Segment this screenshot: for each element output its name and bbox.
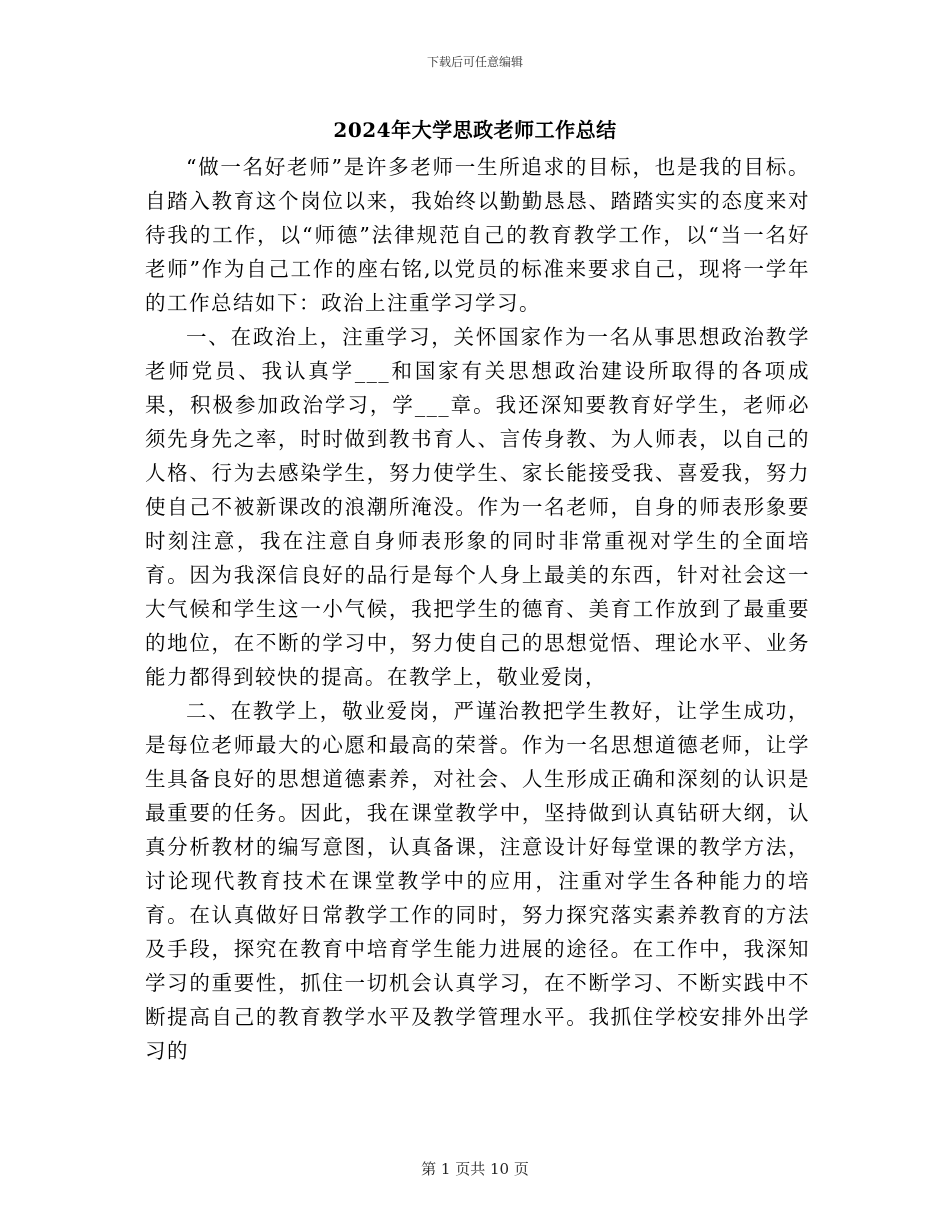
paragraph-intro: “做一名好老师”是许多老师一生所追求的目标，也是我的目标。自踏入教育这个岗位以来，我始终以勤勤恳恳、踏踏实实的态度来对待我的工作，以“师德”法律规范自己的教育教学工作，以“当一名好老师”作为自己工作的座右铭,以党员的标准来要求自己，现将一学年的工作总结如下：政治上注重学习学习。 xyxy=(145,155,810,315)
paragraph-teaching: 二、在教学上，敬业爱岗，严谨治教把学生教好，让学生成功，是每位老师最大的心愿和最高的荣誉。作为一名思想道德老师，让学生具备良好的思想道德素养，对社会、人生形成正确和深刻的认识是最重要的任务。因此，我在课堂教学中，坚持做到认真钻研大纲，认真分析教材的编写意图，认真备课，注意设计好每堂课的教学方法，讨论现代教育技术在课堂教学中的应用，注重对学生各种能力的培育。在认真做好日常教学工作的同时，努力探究落实素养教育的方法及手段，探究在教育中培育学生能力进展的途径。在工作中，我深知学习的重要性，抓住一切机会认真学习，在不断学习、不断实践中不断提高自己的教育教学水平及教学管理水平。我抓住学校安排外出学习的 xyxy=(145,699,810,1063)
page-number: 第 1 页共 10 页 xyxy=(421,1160,529,1178)
paragraph-politics: 一、在政治上，注重学习，关怀国家作为一名从事思想政治教学老师党员、我认真学___和国家有关思想政治建设所取得的各项成果，积极参加政治学习，学___章。我还深知要教育好学生，老师必须先身先之率，时时做到教书育人、言传身教、为人师表，以自己的人格、行为去感染学生，努力使学生、家长能接受我、喜爱我，努力使自己不被新课改的浪潮所淹没。作为一名老师，自身的师表形象要时刻注意，我在注意自身师表形象的同时非常重视对学生的全面培育。因为我深信良好的品行是每个人身上最美的东西，针对社会这一大气候和学生这一小气候，我把学生的德育、美育工作放到了最重要的地位，在不断的学习中，努力使自己的思想觉悟、理论水平、业务能力都得到较快的提高。在教学上，敬业爱岗， xyxy=(145,325,810,689)
document-body xyxy=(145,150,810,1068)
document-title: 2024年大学思政老师工作总结 xyxy=(333,118,617,142)
header-note: 下载后可任意编辑 xyxy=(426,55,523,69)
